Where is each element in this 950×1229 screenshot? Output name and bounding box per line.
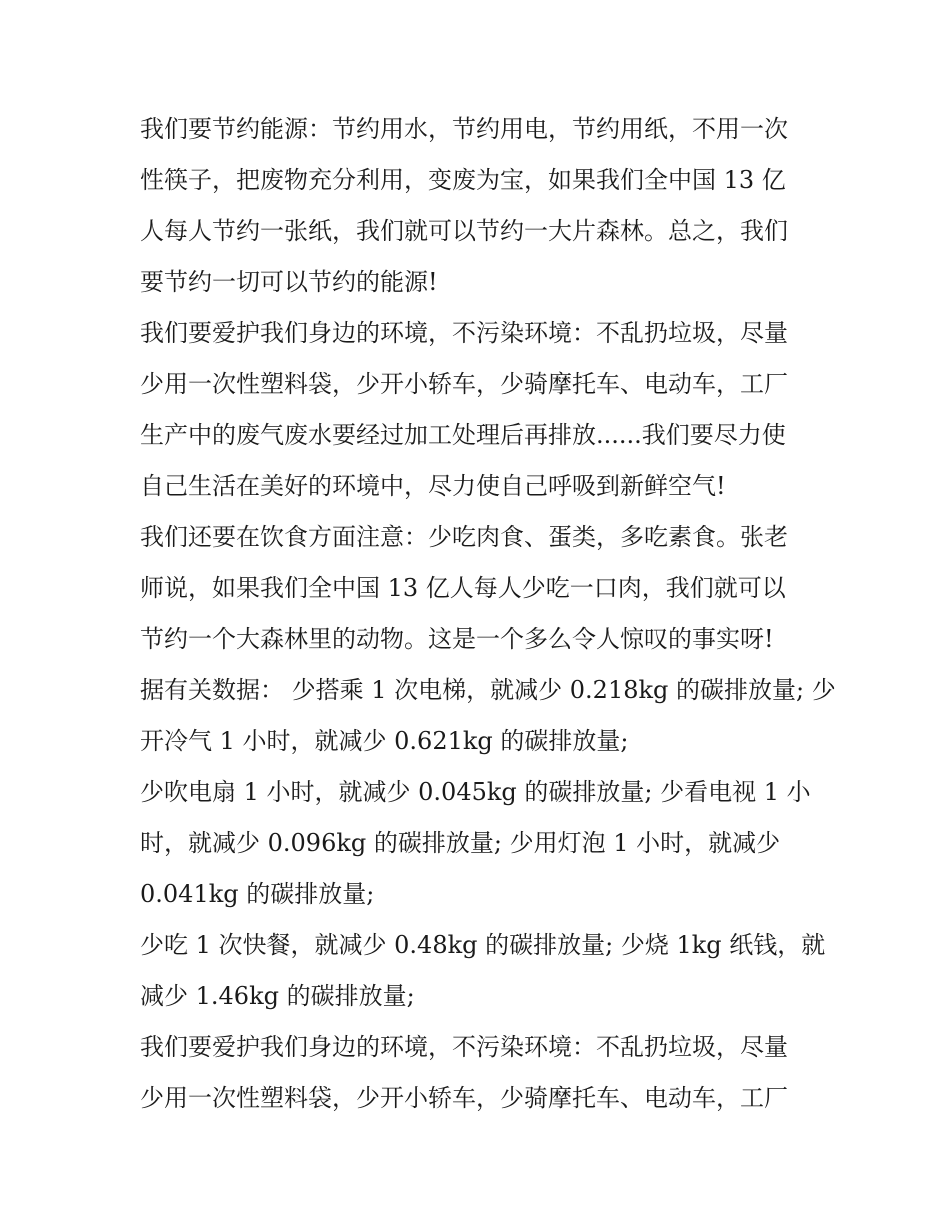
text-line: 减少 1.46kg 的碳排放量; bbox=[140, 982, 415, 1010]
document-body bbox=[140, 104, 836, 1124]
text-line: 少吃 1 次快餐，就减少 0.48kg 的碳排放量; 少烧 1kg 纸钱，就 bbox=[140, 931, 826, 959]
text-line: 少用一次性塑料袋，少开小轿车，少骑摩托车、电动车，工厂 bbox=[140, 370, 788, 398]
text-line: 我们要爱护我们身边的环境，不污染环境：不乱扔垃圾，尽量 bbox=[140, 319, 788, 347]
text-line: 0.041kg 的碳排放量; bbox=[140, 880, 375, 908]
text-line: 少用一次性塑料袋，少开小轿车，少骑摩托车、电动车，工厂 bbox=[140, 1084, 788, 1112]
text-line: 节约一个大森林里的动物。这是一个多么令人惊叹的事实呀! bbox=[140, 625, 774, 653]
text-line: 生产中的废气废水要经过加工处理后再排放......我们要尽力使 bbox=[140, 421, 786, 449]
text-line: 性筷子，把废物充分利用，变废为宝，如果我们全中国 13 亿 bbox=[140, 166, 786, 194]
text-line: 师说，如果我们全中国 13 亿人每人少吃一口肉，我们就可以 bbox=[140, 574, 786, 602]
text-line: 据有关数据： 少搭乘 1 次电梯，就减少 0.218kg 的碳排放量; 少 bbox=[140, 676, 836, 704]
text-line: 要节约一切可以节约的能源! bbox=[140, 268, 438, 296]
text-line: 我们还要在饮食方面注意：少吃肉食、蛋类，多吃素食。张老 bbox=[140, 523, 788, 551]
text-line: 人每人节约一张纸，我们就可以节约一大片森林。总之，我们 bbox=[140, 217, 788, 245]
text-line: 我们要节约能源：节约用水，节约用电，节约用纸，不用一次 bbox=[140, 115, 788, 143]
text-line: 时，就减少 0.096kg 的碳排放量; 少用灯泡 1 小时，就减少 bbox=[140, 829, 781, 857]
text-line: 少吹电扇 1 小时，就减少 0.045kg 的碳排放量; 少看电视 1 小 bbox=[140, 778, 811, 806]
text-line: 自己生活在美好的环境中，尽力使自己呼吸到新鲜空气! bbox=[140, 472, 726, 500]
text-line: 开冷气 1 小时，就减少 0.621kg 的碳排放量; bbox=[140, 727, 629, 755]
text-line: 我们要爱护我们身边的环境，不污染环境：不乱扔垃圾，尽量 bbox=[140, 1033, 788, 1061]
